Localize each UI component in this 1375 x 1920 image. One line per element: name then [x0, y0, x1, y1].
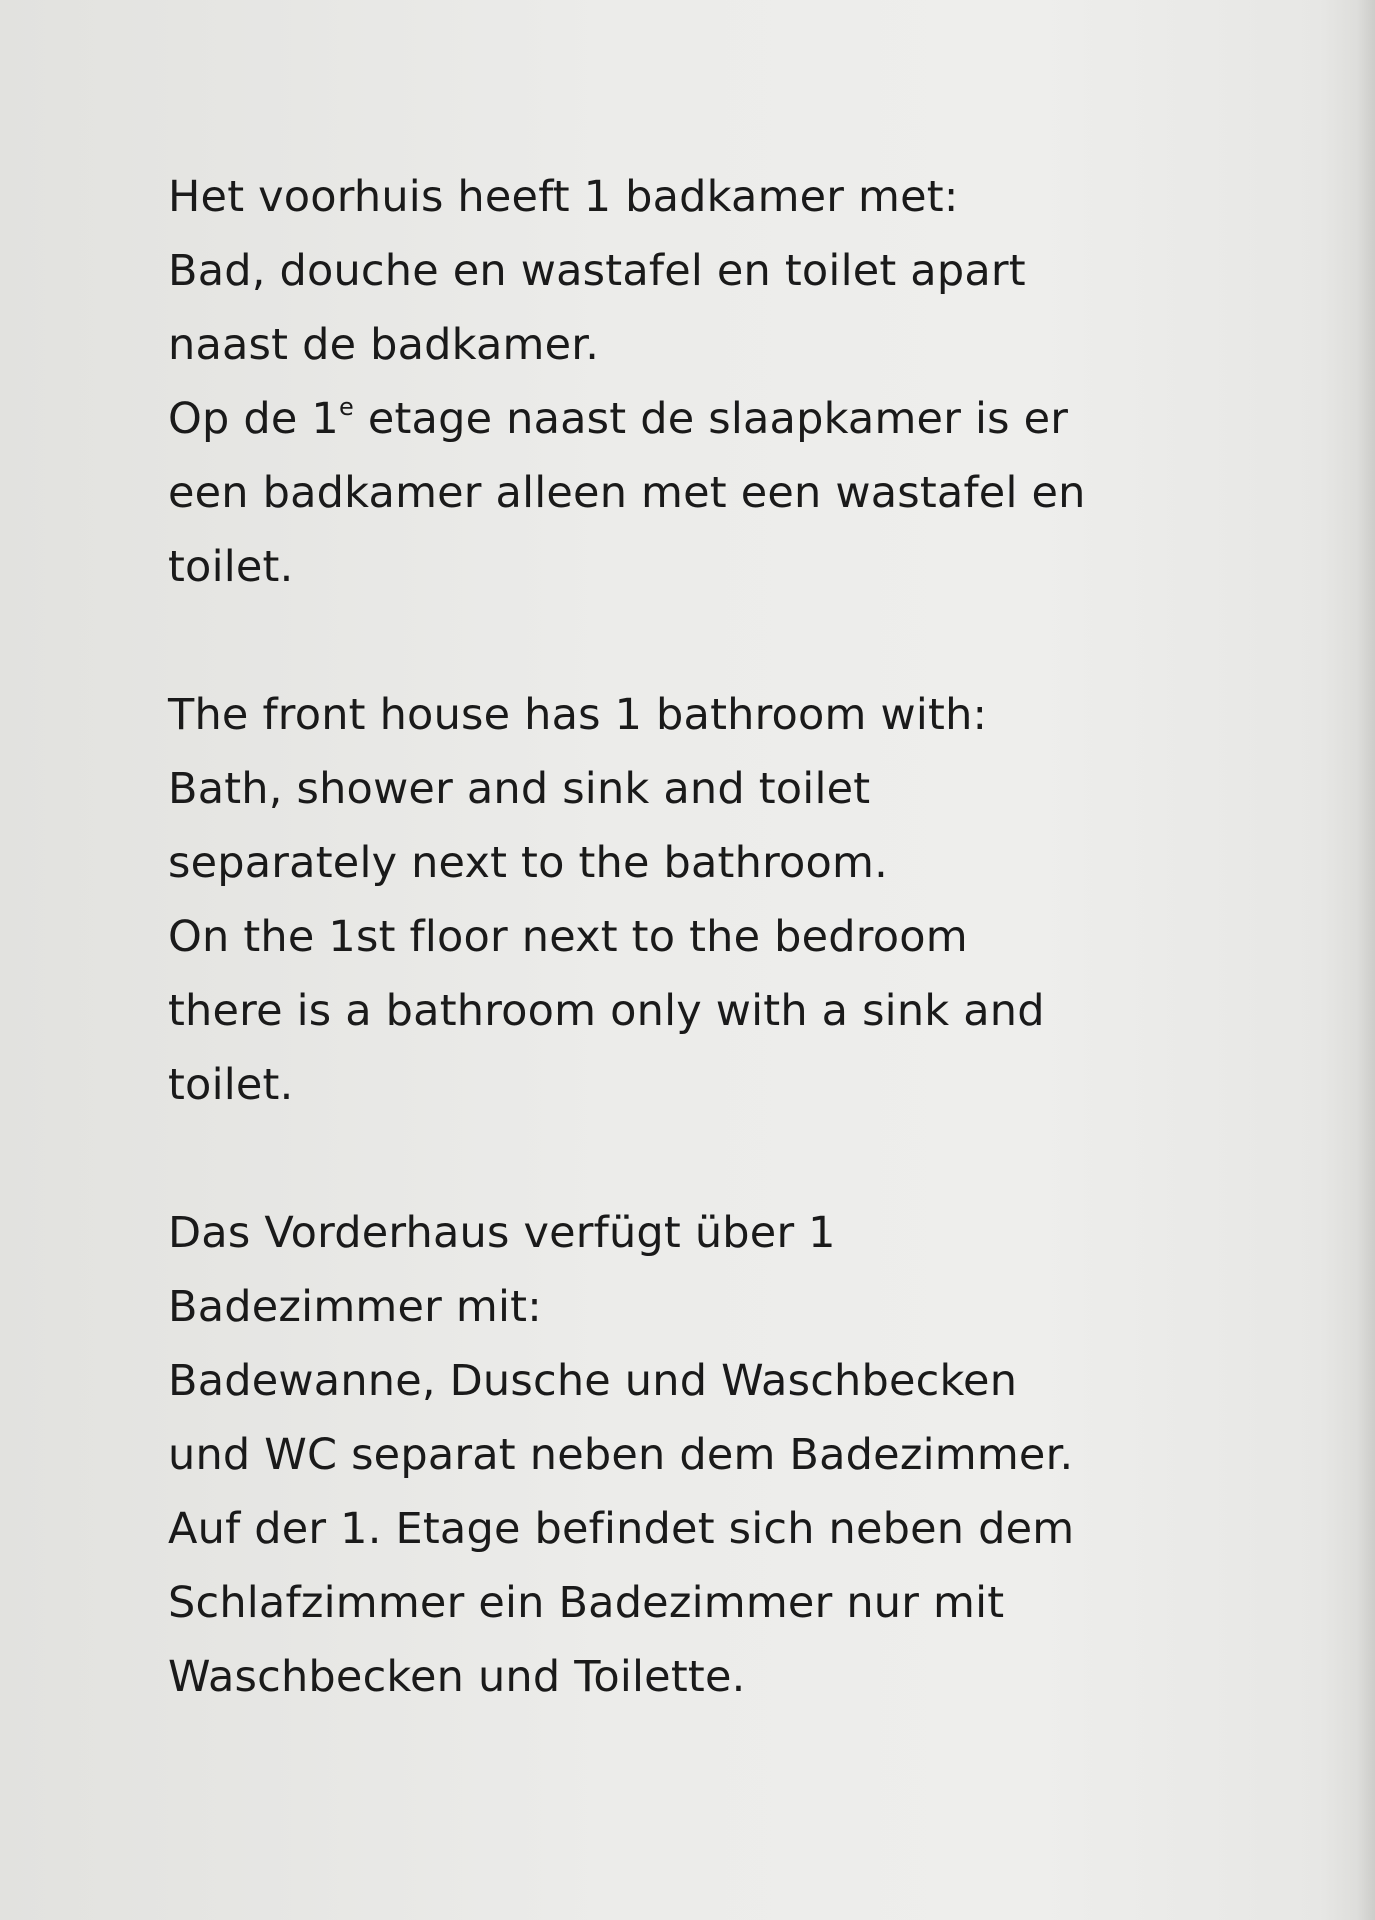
- floor-ordinal-superscript: e: [339, 393, 354, 421]
- floor-text-before: Op de 1: [168, 394, 339, 444]
- text-line: een badkamer alleen met een wastafel en: [168, 468, 1086, 518]
- text-line: Bath, shower and sink and toilet: [168, 764, 871, 814]
- paragraph-dutch: [168, 160, 1228, 604]
- paragraph-english: [168, 678, 1228, 1122]
- text-line: toilet.: [168, 1060, 294, 1110]
- text-line: Het voorhuis heeft 1 badkamer met:: [168, 172, 959, 222]
- text-line: Badezimmer mit:: [168, 1282, 542, 1332]
- text-line: naast de badkamer.: [168, 320, 600, 370]
- text-line: The front house has 1 bathroom with:: [168, 690, 988, 740]
- text-line: separately next to the bathroom.: [168, 838, 888, 888]
- text-line: there is a bathroom only with a sink and: [168, 986, 1045, 1036]
- text-line: Schlafzimmer ein Badezimmer nur mit: [168, 1578, 1005, 1628]
- text-line: und WC separat neben dem Badezimmer.: [168, 1430, 1074, 1480]
- text-line-floor: [168, 382, 1228, 456]
- text-line: toilet.: [168, 542, 294, 592]
- text-line: Das Vorderhaus verfügt über 1: [168, 1208, 836, 1258]
- text-line: Auf der 1. Etage befindet sich neben dem: [168, 1504, 1075, 1554]
- text-line: Badewanne, Dusche und Waschbecken: [168, 1356, 1018, 1406]
- floor-text-after: etage naast de slaapkamer is er: [353, 394, 1069, 444]
- notice-text: [168, 160, 1228, 1788]
- text-line: Waschbecken und Toilette.: [168, 1652, 746, 1702]
- text-line: Bad, douche en wastafel en toilet apart: [168, 246, 1026, 296]
- text-line: On the 1st floor next to the bedroom: [168, 912, 968, 962]
- paragraph-german: [168, 1196, 1228, 1714]
- paper-edge-shadow: [1357, 0, 1375, 1920]
